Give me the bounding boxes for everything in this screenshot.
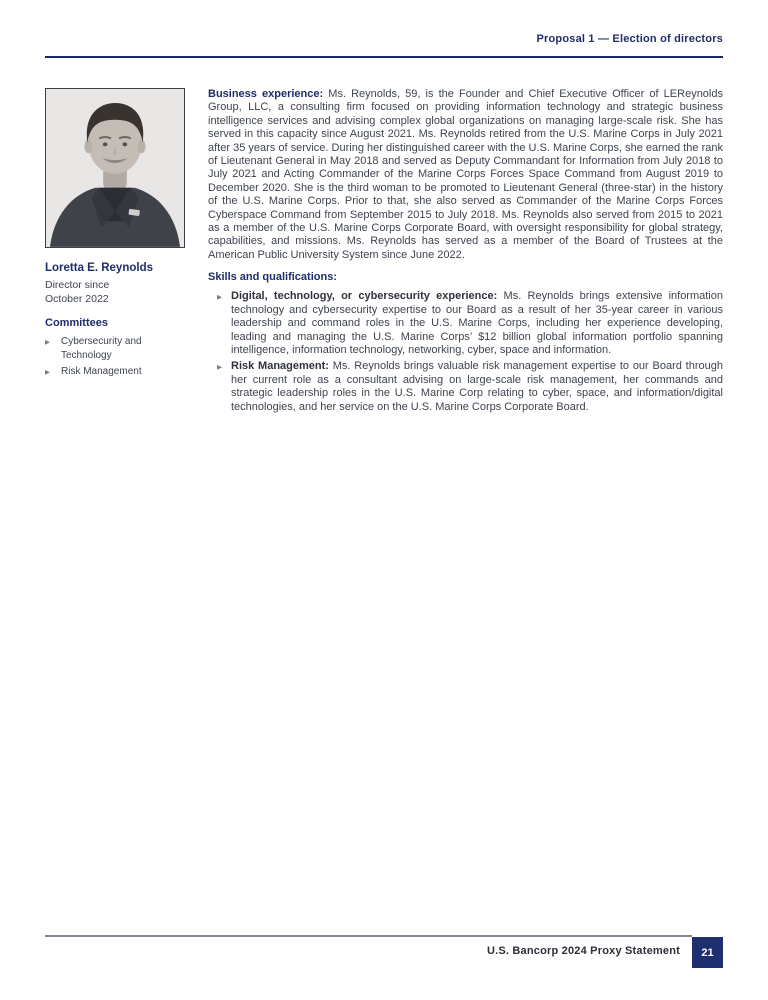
skills-heading: Skills and qualifications: [208,271,337,284]
skill-item [208,290,723,357]
skill-item-text [231,360,723,414]
director-tenure [45,278,185,306]
committee-list [45,335,185,380]
director-bio [208,88,723,417]
tenure-line-2: October 2022 [45,293,109,305]
content-area [45,88,723,417]
skill-item [208,360,723,414]
skill-item-body: Ms. Reynolds brings valuable risk management expertise to our Board through her current role as a consultant advising on large-scale risk management, her commands and strategic leadership roles in the U.S. Marine Corp relating to cyber, space, and information/digital technologies, and her service on the U.S. Marine Corps Corporate Board. [231,360,723,413]
tenure-line-1: Director since [45,279,110,291]
skill-item-body: Ms. Reynolds brings extensive information technology and cybersecurity expertise to our Board as a result of her 35-year career in various leadership and command roles in the U.S. Marine Corps, including her experience developing, leading and managing the U.S. Marine Corps’ $12 billion global information portfolio spanning intelligence, information technology, networking, cyber, space and information. [231,290,723,356]
footer-statement: U.S. Bancorp 2024 Proxy Statement [486,945,680,957]
director-sidebar [45,88,185,417]
director-name: Loretta E. Reynolds [45,262,153,274]
committee-item-label: Risk Management [61,366,142,377]
committee-item [45,365,185,380]
business-experience-label: Business experience: [208,88,324,100]
triangle-bullet-icon: ▶ [45,369,50,376]
business-experience-paragraph [208,88,723,262]
committee-item-label: Cybersecurity and Technology [61,336,142,361]
triangle-bullet-icon: ▶ [217,364,222,372]
triangle-bullet-icon: ▶ [45,339,50,346]
portrait-illustration [46,89,184,247]
skills-list [208,290,723,414]
skill-item-label: Risk Management: [231,360,329,373]
page-number: 21 [701,946,714,959]
skill-item-text [231,290,723,357]
committee-item [45,335,185,363]
triangle-bullet-icon: ▶ [217,294,222,302]
director-photo [45,88,185,248]
committees-heading: Committees [45,317,108,329]
footer-rule [45,935,692,937]
page-header-title: Proposal 1 — Election of directors [536,33,723,45]
page-number-badge [692,937,723,968]
skill-item-label: Digital, technology, or cybersecurity experience: [231,290,498,303]
business-experience-text: Ms. Reynolds, 59, is the Founder and Chief Executive Officer of LEReynolds Group, LLC, a consulting firm focused on providing information technology and strategic business intelligence services and advising complex global organizations on managing large-scale risk. She has served in this capacity since August 2021. Ms. Reynolds retired from the U.S. Marine Corps in July 2021 after 35 years of service. During her distinguished career with the U.S. Marine Corps, she earned the rank of Lieutenant General in May 2018 and served as Deputy Commandant for Information from July 2018 to July 2021 and Acting Commander of the Marine Corps Forces Space Command from August 2019 to December 2020. She is the third woman to be promoted to Lieutenant General (three-star) in the history of the U.S. Marine Corps. Prior to that, she also served as Commander of the Marine Corps Forces Cyberspace Command from September 2015 to July 2018. Ms. Reynolds also served from 2015 to 2021 as a member of the U.S. Marine Corps Corporate Board, with oversight responsibility for global strategy, capabilities, and missions. Ms. Reynolds has served as a member of the Board of Trustees at the American Public University System since June 2022. [208,88,723,261]
header-rule [45,56,723,58]
